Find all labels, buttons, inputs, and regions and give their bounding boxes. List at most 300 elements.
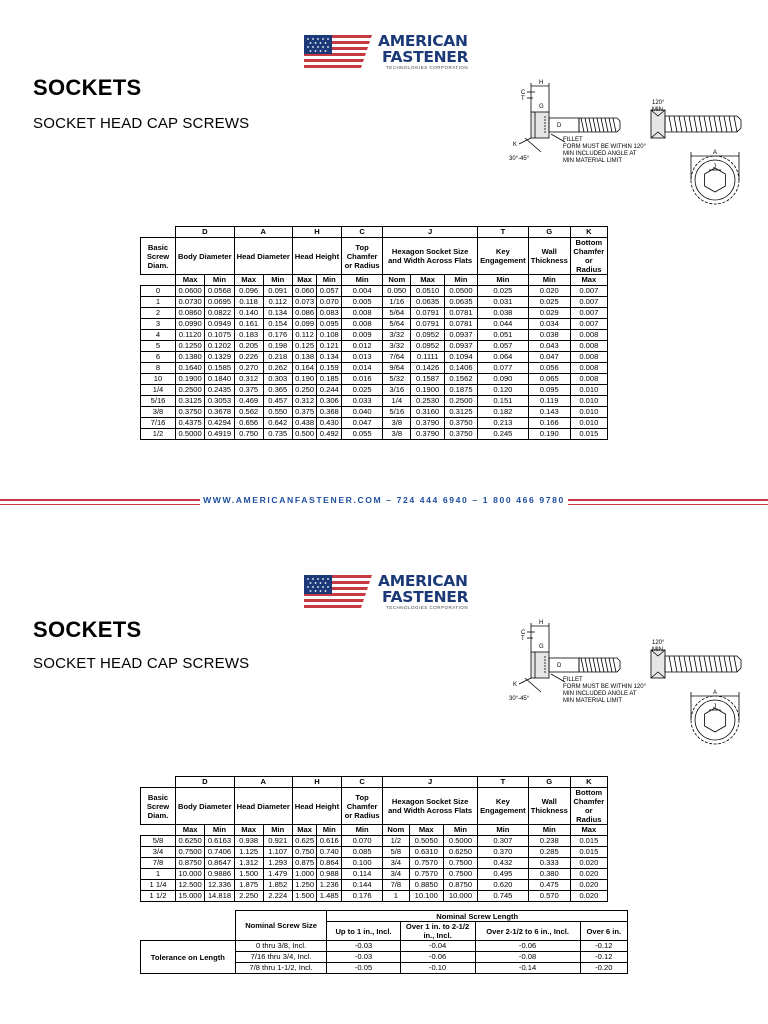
table-cell: 0.0781 <box>444 319 477 330</box>
page-title: SOCKETS <box>33 617 142 642</box>
table-cell: 0.060 <box>292 286 317 297</box>
table-cell: 0.176 <box>263 330 292 341</box>
flag-icon <box>302 573 374 611</box>
sub-min: Min <box>317 275 342 286</box>
sub-max: Max <box>176 275 205 286</box>
spec-table-2 <box>140 776 608 902</box>
table-cell: 0.007 <box>570 308 607 319</box>
sub-max: Max <box>292 825 317 836</box>
angle-low-label: 30°-45° <box>509 696 530 702</box>
table-cell: 0.270 <box>234 363 263 374</box>
table-cell: 0.642 <box>263 418 292 429</box>
table-cell: 0.095 <box>317 319 342 330</box>
table-cell: 0.144 <box>342 880 383 891</box>
dim-k-label: K <box>513 682 518 688</box>
table-cell: 10 <box>141 374 176 385</box>
table-cell: 0.064 <box>478 352 529 363</box>
table-cell: 0.5000 <box>443 836 477 847</box>
tol-cell: 7/8 thru 1-1/2, Incl. <box>235 963 327 974</box>
table-cell: 0.176 <box>342 891 383 902</box>
table-cell: 0.8850 <box>409 880 443 891</box>
brand-tagline: TECHNOLOGIES CORPORATION <box>386 605 469 610</box>
table-cell: 0.0781 <box>444 308 477 319</box>
table-cell: 8 <box>141 363 176 374</box>
table-cell: 3 <box>141 319 176 330</box>
table-cell: 0.365 <box>263 385 292 396</box>
brand-name-line1: AMERICAN <box>378 572 468 590</box>
page-subtitle: SOCKET HEAD CAP SCREWS <box>33 655 250 672</box>
tol-col-3: Over 2-1/2 to 6 in., Incl. <box>475 922 580 941</box>
table-cell: 0.185 <box>317 374 342 385</box>
table-cell: 0.0949 <box>205 319 234 330</box>
screw-diagram <box>505 78 755 223</box>
col-head-diameter: Head Diameter <box>234 238 292 275</box>
table-cell: 0.6250 <box>176 836 205 847</box>
page-subtitle: SOCKET HEAD CAP SCREWS <box>33 115 250 132</box>
table-cell: 0.085 <box>342 847 383 858</box>
table-cell: 14.818 <box>205 891 234 902</box>
table-row <box>141 429 608 440</box>
table-cell: 0.015 <box>570 847 607 858</box>
sub-min: Min <box>342 275 383 286</box>
tol-cell: 0 thru 3/8, Incl. <box>235 941 327 952</box>
table-row <box>141 847 608 858</box>
table-cell: 0.307 <box>478 836 529 847</box>
table-cell: 0.656 <box>234 418 263 429</box>
table-cell: 0.0510 <box>411 286 444 297</box>
letter-t: T <box>478 777 529 788</box>
table-cell: 0.091 <box>263 286 292 297</box>
sub-nom: Nom <box>383 825 410 836</box>
sub-min: Min <box>478 825 529 836</box>
col-head-height: Head Height <box>292 788 341 825</box>
table-cell: 0.040 <box>342 407 383 418</box>
table-cell: 1/2 <box>141 429 176 440</box>
tol-cell: -0.04 <box>400 941 475 952</box>
table-cell: 5/8 <box>383 847 410 858</box>
dim-a-label: A <box>713 690 718 696</box>
table-cell: 0.1840 <box>205 374 234 385</box>
sub-min: Min <box>528 825 570 836</box>
tol-size-header: Nominal Screw Size <box>235 911 327 941</box>
table-cell: 0.375 <box>292 407 317 418</box>
angle-min-label: MIN <box>652 107 663 113</box>
table-cell: 0.3125 <box>444 407 477 418</box>
col-basic-screw-diam: Basic Screw Diam. <box>141 788 176 825</box>
table-cell: 0.034 <box>528 319 570 330</box>
tol-cell: -0.08 <box>475 952 580 963</box>
table-cell: 0.134 <box>263 308 292 319</box>
table-cell: 0.057 <box>478 341 529 352</box>
table-cell: 3/32 <box>383 330 411 341</box>
table-cell: 0.047 <box>342 418 383 429</box>
table-cell: 0.014 <box>342 363 383 374</box>
tol-cell: -0.10 <box>400 963 475 974</box>
table-cell: 0.009 <box>342 330 383 341</box>
table-row <box>141 330 608 341</box>
table-cell: 0.620 <box>478 880 529 891</box>
table-cell: 1.125 <box>234 847 263 858</box>
table-cell: 0.164 <box>292 363 317 374</box>
table-cell: 0.875 <box>292 858 317 869</box>
table-cell: 0.312 <box>292 396 317 407</box>
sub-nom: Nom <box>383 275 411 286</box>
table-cell: 0.112 <box>263 297 292 308</box>
table-cell: 0.475 <box>528 880 570 891</box>
table-cell: 7/16 <box>141 418 176 429</box>
table-row <box>141 385 608 396</box>
table-cell: 0.051 <box>478 330 529 341</box>
dim-d-label: D <box>557 123 562 129</box>
table-cell: 5/16 <box>383 407 411 418</box>
table-row <box>141 407 608 418</box>
dim-h-label: H <box>539 80 544 86</box>
table-cell: 0.007 <box>570 286 607 297</box>
tol-col-2: Over 1 in. to 2-1/2 in., Incl. <box>400 922 475 941</box>
table-cell: 0.099 <box>292 319 317 330</box>
table-cell: 0.029 <box>528 308 570 319</box>
letter-d: D <box>176 777 235 788</box>
table-cell: 0.1406 <box>444 363 477 374</box>
table-cell: 0.750 <box>234 429 263 440</box>
table-cell: 0.562 <box>234 407 263 418</box>
table-cell: 0.1875 <box>444 385 477 396</box>
col-top-chamfer: Top Chamfer or Radius <box>342 238 383 275</box>
tol-col-4: Over 6 in. <box>580 922 627 941</box>
table-cell: 0.7570 <box>409 858 443 869</box>
sub-max: Max <box>292 275 317 286</box>
col-key-engagement: Key Engagement <box>478 788 529 825</box>
table-cell: 1.875 <box>234 880 263 891</box>
table-cell: 0.495 <box>478 869 529 880</box>
table-cell: 0.1640 <box>176 363 205 374</box>
angle-top-label: 120° <box>652 640 665 646</box>
table-cell: 0.3790 <box>411 429 444 440</box>
table-cell: 0.108 <box>317 330 342 341</box>
table-cell: 0.370 <box>478 847 529 858</box>
table-cell: 0.3125 <box>176 396 205 407</box>
spec-table-1-head <box>141 227 608 286</box>
table-cell: 0.375 <box>234 385 263 396</box>
table-cell: 0.1094 <box>444 352 477 363</box>
col-hex-socket: Hexagon Socket Size and Width Across Flats <box>383 788 478 825</box>
table-cell: 0.218 <box>263 352 292 363</box>
fillet-note-3: MIN INCLUDED ANGLE AT <box>563 691 637 697</box>
table-cell: 0.1380 <box>176 352 205 363</box>
table-cell: 1 <box>383 891 410 902</box>
table-cell: 0.430 <box>317 418 342 429</box>
tol-length-header: Nominal Screw Length <box>327 911 628 922</box>
table-cell: 0.008 <box>570 352 607 363</box>
table-cell: 0.143 <box>528 407 570 418</box>
table-cell: 0.190 <box>528 429 570 440</box>
table-row <box>141 308 608 319</box>
table-cell: 0.306 <box>317 396 342 407</box>
angle-min-label: MIN <box>652 647 663 653</box>
tol-cell: -0.12 <box>580 952 627 963</box>
table-cell: 0.005 <box>342 297 383 308</box>
table-cell: 0.007 <box>570 297 607 308</box>
table-cell: 5/32 <box>383 374 411 385</box>
table-cell: 0.1120 <box>176 330 205 341</box>
table-cell: 0.244 <box>317 385 342 396</box>
angle-top-label: 120° <box>652 100 665 106</box>
sub-max: Max <box>176 825 205 836</box>
fillet-note-1: FILLET <box>563 137 583 143</box>
table-cell: 0.5050 <box>409 836 443 847</box>
letter-g: G <box>528 777 570 788</box>
table-cell: 0.151 <box>478 396 529 407</box>
table-row <box>141 352 608 363</box>
table-cell: 12.336 <box>205 880 234 891</box>
letter-a: A <box>234 227 292 238</box>
table-cell: 0.020 <box>528 286 570 297</box>
table-cell: 0.020 <box>570 869 607 880</box>
table-cell: 0.4919 <box>205 429 234 440</box>
col-key-engagement: Key Engagement <box>478 238 529 275</box>
table-cell: 6 <box>141 352 176 363</box>
tol-cell: -0.05 <box>327 963 400 974</box>
table-cell: 0.2435 <box>205 385 234 396</box>
table-cell: 0.250 <box>292 385 317 396</box>
table-cell: 1.312 <box>234 858 263 869</box>
table-cell: 0.073 <box>292 297 317 308</box>
table-cell: 0.138 <box>292 352 317 363</box>
tol-cell: -0.06 <box>475 941 580 952</box>
table-cell: 0.119 <box>528 396 570 407</box>
col-head-height: Head Height <box>292 238 341 275</box>
table-cell: 0.0791 <box>411 319 444 330</box>
table-cell: 0.004 <box>342 286 383 297</box>
table-cell: 0.625 <box>292 836 317 847</box>
table-cell: 1.485 <box>317 891 342 902</box>
table-cell: 5 <box>141 341 176 352</box>
table-cell: 0.1585 <box>205 363 234 374</box>
fillet-note-4: MIN MATERIAL LIMIT <box>563 698 623 704</box>
dim-j-label: J <box>713 164 716 170</box>
table-cell: 2 <box>141 308 176 319</box>
table-cell: 0.988 <box>317 869 342 880</box>
table-cell: 0.020 <box>570 880 607 891</box>
table-cell: 1/16 <box>383 297 411 308</box>
letter-h: H <box>292 227 341 238</box>
table-cell: 1/4 <box>383 396 411 407</box>
table-cell: 0.010 <box>570 418 607 429</box>
table-cell: 0.1900 <box>176 374 205 385</box>
table-cell: 0.013 <box>342 352 383 363</box>
table-cell: 0.090 <box>478 374 529 385</box>
table-cell: 0.3750 <box>176 407 205 418</box>
table-row <box>141 418 608 429</box>
table-cell: 7/64 <box>383 352 411 363</box>
tolerance-table <box>140 910 628 974</box>
sub-max: Max <box>570 275 607 286</box>
table-cell: 0.0952 <box>411 341 444 352</box>
table-cell: 0.312 <box>234 374 263 385</box>
table-cell: 7/8 <box>141 858 176 869</box>
table-cell: 0.015 <box>570 429 607 440</box>
table-cell: 0.469 <box>234 396 263 407</box>
sub-max: Max <box>409 825 443 836</box>
table-cell: 0.182 <box>478 407 529 418</box>
dim-c-label: C <box>521 630 526 636</box>
table-cell: 0.038 <box>528 330 570 341</box>
table-cell: 0.3790 <box>411 418 444 429</box>
table-cell: 0.033 <box>342 396 383 407</box>
tol-cell: -0.14 <box>475 963 580 974</box>
col-basic-screw-diam: Basic Screw Diam. <box>141 238 176 275</box>
sub-min: Min <box>263 825 292 836</box>
letter-j: J <box>383 227 478 238</box>
letter-t: T <box>478 227 529 238</box>
table-cell: 0.114 <box>342 869 383 880</box>
col-body-diameter: Body Diameter <box>176 788 235 825</box>
table-cell: 0.457 <box>263 396 292 407</box>
tol-cell: -0.06 <box>400 952 475 963</box>
table-cell: 0.205 <box>234 341 263 352</box>
table-cell: 0.938 <box>234 836 263 847</box>
table-cell: 0.570 <box>528 891 570 902</box>
sub-max: Max <box>411 275 444 286</box>
table-cell: 0.008 <box>342 308 383 319</box>
table-cell: 0.213 <box>478 418 529 429</box>
table-cell: 0.380 <box>528 869 570 880</box>
table-cell: 0.7500 <box>176 847 205 858</box>
table-cell: 0.1426 <box>411 363 444 374</box>
sub-max: Max <box>234 275 263 286</box>
brand-name-line2: FASTENER <box>382 48 469 66</box>
table-cell: 0.1202 <box>205 341 234 352</box>
table-cell: 0.159 <box>317 363 342 374</box>
table-cell: 1 <box>141 297 176 308</box>
table-row <box>141 869 608 880</box>
table-cell: 0.616 <box>317 836 342 847</box>
table-cell: 0.2530 <box>411 396 444 407</box>
letter-k: K <box>570 227 607 238</box>
dim-t-label: T <box>521 636 525 642</box>
table-cell: 0.083 <box>317 308 342 319</box>
letter-k: K <box>570 777 607 788</box>
table-row <box>141 891 608 902</box>
table-cell: 0.070 <box>317 297 342 308</box>
table-cell: 1.236 <box>317 880 342 891</box>
table-cell: 0.432 <box>478 858 529 869</box>
table-cell: 0.121 <box>317 341 342 352</box>
table-cell: 0.0822 <box>205 308 234 319</box>
dim-k-label: K <box>513 142 518 148</box>
table-cell: 0.3160 <box>411 407 444 418</box>
table-cell: 0.056 <box>528 363 570 374</box>
table-row <box>141 880 608 891</box>
table-cell: 3/4 <box>383 858 410 869</box>
sub-max: Max <box>234 825 263 836</box>
table-cell: 0.012 <box>342 341 383 352</box>
table-cell: 0.095 <box>528 385 570 396</box>
table-cell: 1 <box>141 869 176 880</box>
letter-j: J <box>383 777 478 788</box>
sub-min: Min <box>317 825 342 836</box>
sub-min: Min <box>443 825 477 836</box>
col-top-chamfer: Top Chamfer or Radius <box>342 788 383 825</box>
table-cell: 0.735 <box>263 429 292 440</box>
table-cell: 0.112 <box>292 330 317 341</box>
table-cell: 1.852 <box>263 880 292 891</box>
spec-table-body <box>141 286 608 440</box>
table-cell: 0.6163 <box>205 836 234 847</box>
table-cell: 1.500 <box>234 869 263 880</box>
table-cell: 0.100 <box>342 858 383 869</box>
screw-diagram <box>505 618 755 763</box>
table-cell: 0.8750 <box>443 880 477 891</box>
table-cell: 0.8647 <box>205 858 234 869</box>
sub-min: Min <box>342 825 383 836</box>
table-cell: 1 1/2 <box>141 891 176 902</box>
table-cell: 0.492 <box>317 429 342 440</box>
table-cell: 3/16 <box>383 385 411 396</box>
brand-logo <box>302 572 469 613</box>
table-cell: 0.044 <box>478 319 529 330</box>
contact-info: WWW.AMERICANFASTENER.COM – 724 444 6940 – 1 800 466 9780 <box>203 495 565 505</box>
table-cell: 0.118 <box>234 297 263 308</box>
table-cell: 0.1250 <box>176 341 205 352</box>
table-cell: 0.0860 <box>176 308 205 319</box>
table-cell: 1 1/4 <box>141 880 176 891</box>
table-cell: 15.000 <box>176 891 205 902</box>
contact-footer <box>0 490 768 516</box>
table-cell: 0.031 <box>478 297 529 308</box>
tol-label: Tolerance on Length <box>141 941 236 974</box>
sub-min: Min <box>444 275 477 286</box>
fillet-note-1: FILLET <box>563 677 583 683</box>
table-cell: 0.0937 <box>444 330 477 341</box>
brand-name-line2: FASTENER <box>382 588 469 606</box>
table-cell: 0.070 <box>342 836 383 847</box>
table-cell: 0.1562 <box>444 374 477 385</box>
table-cell: 0.4375 <box>176 418 205 429</box>
table-cell: 0.057 <box>317 286 342 297</box>
table-cell: 0.500 <box>292 429 317 440</box>
table-cell: 1.479 <box>263 869 292 880</box>
table-cell: 0.120 <box>478 385 529 396</box>
dim-a-label: A <box>713 150 718 156</box>
table-cell: 0.0500 <box>444 286 477 297</box>
angle-low-label: 30°-45° <box>509 156 530 162</box>
table-cell: 0.9886 <box>205 869 234 880</box>
table-cell: 0.7500 <box>443 869 477 880</box>
col-body-diameter: Body Diameter <box>176 238 235 275</box>
table-cell: 0.140 <box>234 308 263 319</box>
col-bottom-chamfer: Bottom Chamfer or Radius <box>570 238 607 275</box>
letter-c: C <box>342 227 383 238</box>
table-row <box>141 341 608 352</box>
table-cell: 0.3750 <box>444 429 477 440</box>
table-cell: 5/64 <box>383 319 411 330</box>
col-head-diameter: Head Diameter <box>234 788 292 825</box>
table-cell: 10.000 <box>443 891 477 902</box>
table-cell: 0.007 <box>570 319 607 330</box>
dim-d-label: D <box>557 663 562 669</box>
table-cell: 0.6250 <box>443 847 477 858</box>
table-cell: 0.750 <box>292 847 317 858</box>
table-cell: 0.1075 <box>205 330 234 341</box>
table-cell: 0.0990 <box>176 319 205 330</box>
table-cell: 0.008 <box>342 319 383 330</box>
page-title: SOCKETS <box>33 75 142 100</box>
dim-j-label: J <box>713 704 716 710</box>
table-cell: 0.008 <box>570 341 607 352</box>
table-cell: 0.3750 <box>444 418 477 429</box>
table-cell: 0.2500 <box>176 385 205 396</box>
